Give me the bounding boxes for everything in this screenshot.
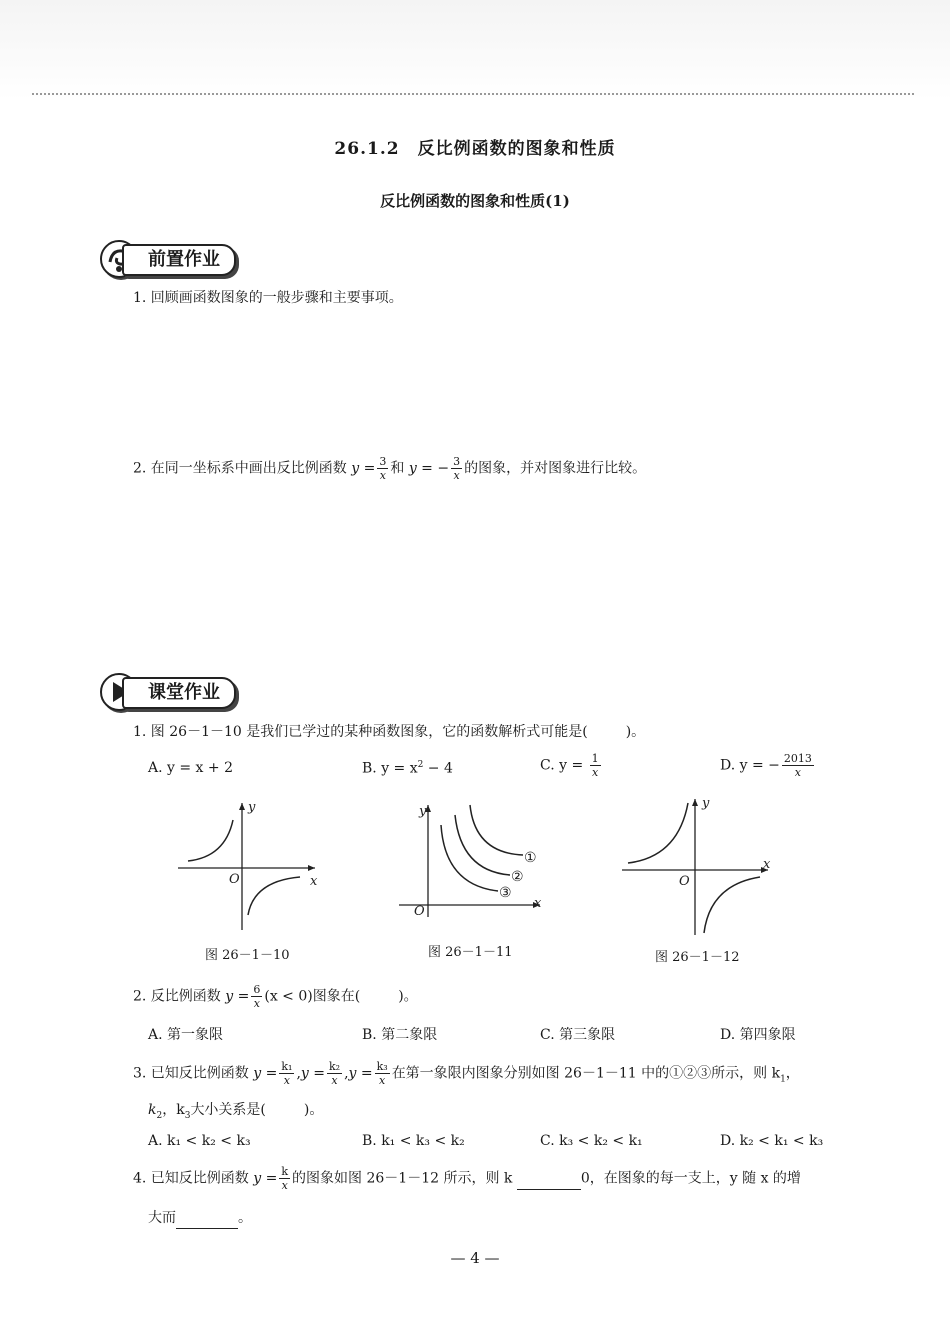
q1-option-b: B. $y = x^2 - 4$ [362,760,453,777]
pre-work-badge [100,240,250,274]
q4-blank-1[interactable] [517,1169,581,1190]
frac-den: x [281,1179,288,1192]
pre-q2-y2: y = − [408,460,450,477]
pre-q2-y1: y = [351,460,376,477]
figure-26-1-12 [618,795,778,940]
axis-x-label: x [534,896,542,911]
q3-compare: 大小关系是( [190,1102,266,1118]
frac-den: x [283,1074,290,1087]
class-q2-end: )。 [398,988,418,1005]
q3-k2: k [148,1102,157,1118]
frac-1-over-x [590,752,601,779]
axis-y-label: y [702,796,710,811]
class-q3-desc: 在第一象限内图象分别如图 26－1－11 中的①②③所示，则 k [391,1065,781,1082]
q1-option-a: A. y = x + 2 [148,760,233,776]
q4-blank-2[interactable] [176,1208,238,1229]
frac-den: x [794,766,802,779]
pre-work-label: 前置作业 [122,244,236,276]
frac-k3-over-x [375,1060,390,1087]
frac-num: 2013 [783,752,812,765]
class-q2-stem: 2. 反比例函数 [133,988,221,1005]
origin-label: O [229,872,240,887]
q3-k3: ，k [162,1102,185,1118]
q4-line2-text: 大而 [148,1210,176,1226]
axis-x-label: x [310,874,318,889]
axis-y-label: y [419,804,427,819]
q2-option-d: D. 第四象限 [720,1027,796,1043]
q3-option-a: A. k₁ < k₂ < k₃ [148,1133,251,1149]
q3-option-d: D. k₂ < k₁ < k₃ [720,1133,824,1149]
caption-fig12: 图 26－1－12 [655,950,740,965]
class-q2-cond: (x < 0)图象在( [264,988,361,1005]
class-q4 [133,1165,801,1192]
axis-y-label: y [248,800,256,815]
axis-x-label: x [763,857,771,872]
class-q2 [133,983,418,1010]
class-q3-line2: $k_2$，$k_3$大小关系是( )。 [148,1102,324,1121]
pre-q2-suffix: 的图象，并对图象进行比较。 [464,460,647,477]
q1-b-post: − 4 [423,760,453,777]
class-work-badge [100,673,250,707]
frac-num: k₃ [376,1060,388,1073]
frac-num: k [281,1165,289,1178]
origin-label: O [679,874,690,889]
frac-k1-over-x [279,1060,294,1087]
frac-den: x [453,469,460,482]
class-q3-y2: y = [300,1065,325,1082]
q2-option-b: B. 第二象限 [362,1027,438,1043]
frac-k2-over-x [327,1060,342,1087]
class-q3-stem: 3. 已知反比例函数 [133,1065,249,1082]
class-work-label: 课堂作业 [122,677,236,709]
frac-den: x [331,1074,338,1087]
q1-d-pre: D. y = − [720,757,780,774]
curve-label-2: ② [511,869,524,885]
class-q3-y3: y = [348,1065,373,1082]
class-q3-y1: y = [253,1065,278,1082]
frac-3-over-x [377,455,388,482]
class-q4-y: y = [253,1170,278,1187]
pre-q2-mid: 和 [390,460,405,477]
frac-den: x [253,997,260,1010]
pre-q2 [133,455,646,482]
figure-26-1-11 [395,795,555,925]
frac-6-over-x [251,983,262,1010]
q1-b-pre: B. y = x [362,760,418,777]
class-q4-stem: 4. 已知反比例函数 [133,1170,249,1187]
class-q1-stem: 1. 图 26－1－10 是我们已学过的某种函数图象，它的函数解析式可能是( [133,724,588,740]
frac-2013-over-x [782,752,814,779]
q3-option-b: B. k₁ < k₃ < k₂ [362,1133,465,1149]
caption-fig10: 图 26－1－10 [205,948,290,963]
q2-option-c: C. 第三象限 [540,1027,616,1043]
frac-den: x [379,469,386,482]
q1-c-pre: C. y = [540,757,588,774]
class-q1 [133,722,645,742]
pre-q2-prefix: 2. 在同一坐标系中画出反比例函数 [133,460,347,477]
subtitle: 反比例函数的图象和性质(1) [380,192,570,210]
frac-k-over-x [279,1165,290,1192]
frac-num: 3 [453,455,461,468]
class-q3: 3. 已知反比例函数 y = $\frac{\text{k₁}}{x}$ ,y = $\frac{\text{k₂}}{x}$ ,y = $\frac{\text{k₃}}{x}$ 在第一象限内图象分别如图 26－1－11 中的①②③所示，则 $k_1$， [133,1060,800,1087]
frac-den: x [592,766,599,779]
q1-option-c [540,752,603,779]
class-q4-desc: 的图象如图 26－1－12 所示，则 k [292,1170,513,1187]
section-title: 26.1.2 反比例函数的图象和性质 [334,139,616,159]
page-header-band [0,0,950,100]
curve-label-1: ① [524,850,537,866]
origin-label: O [414,904,425,919]
q3-option-c: C. k₃ < k₂ < k₁ [540,1133,643,1149]
q2-option-a: A. 第一象限 [148,1027,224,1043]
caption-fig11: 图 26－1－11 [428,945,513,960]
page-number: — 4 — [450,1249,500,1267]
frac-num: 6 [253,983,261,996]
curve-label-3: ③ [499,885,512,901]
q1-option-d [720,752,816,779]
frac-num: 1 [591,752,599,765]
q4-line2-end: 。 [238,1210,252,1226]
class-q1-end: )。 [625,724,646,740]
q3-end: )。 [303,1102,324,1118]
pre-q1: 1. 回顾画函数图象的一般步骤和主要事项。 [133,290,403,306]
frac-num: 3 [379,455,387,468]
frac-3-over-x-neg [451,455,462,482]
frac-den: x [379,1074,386,1087]
figure-26-1-10 [170,795,330,940]
class-q4-desc2: 0，在图象的每一支上，y 随 x 的增 [580,1170,801,1187]
frac-num: k₁ [281,1060,293,1073]
class-q4-line2 [148,1208,252,1229]
frac-num: k₂ [328,1060,341,1073]
class-q2-y: y = [225,988,250,1005]
header-divider [32,93,914,95]
